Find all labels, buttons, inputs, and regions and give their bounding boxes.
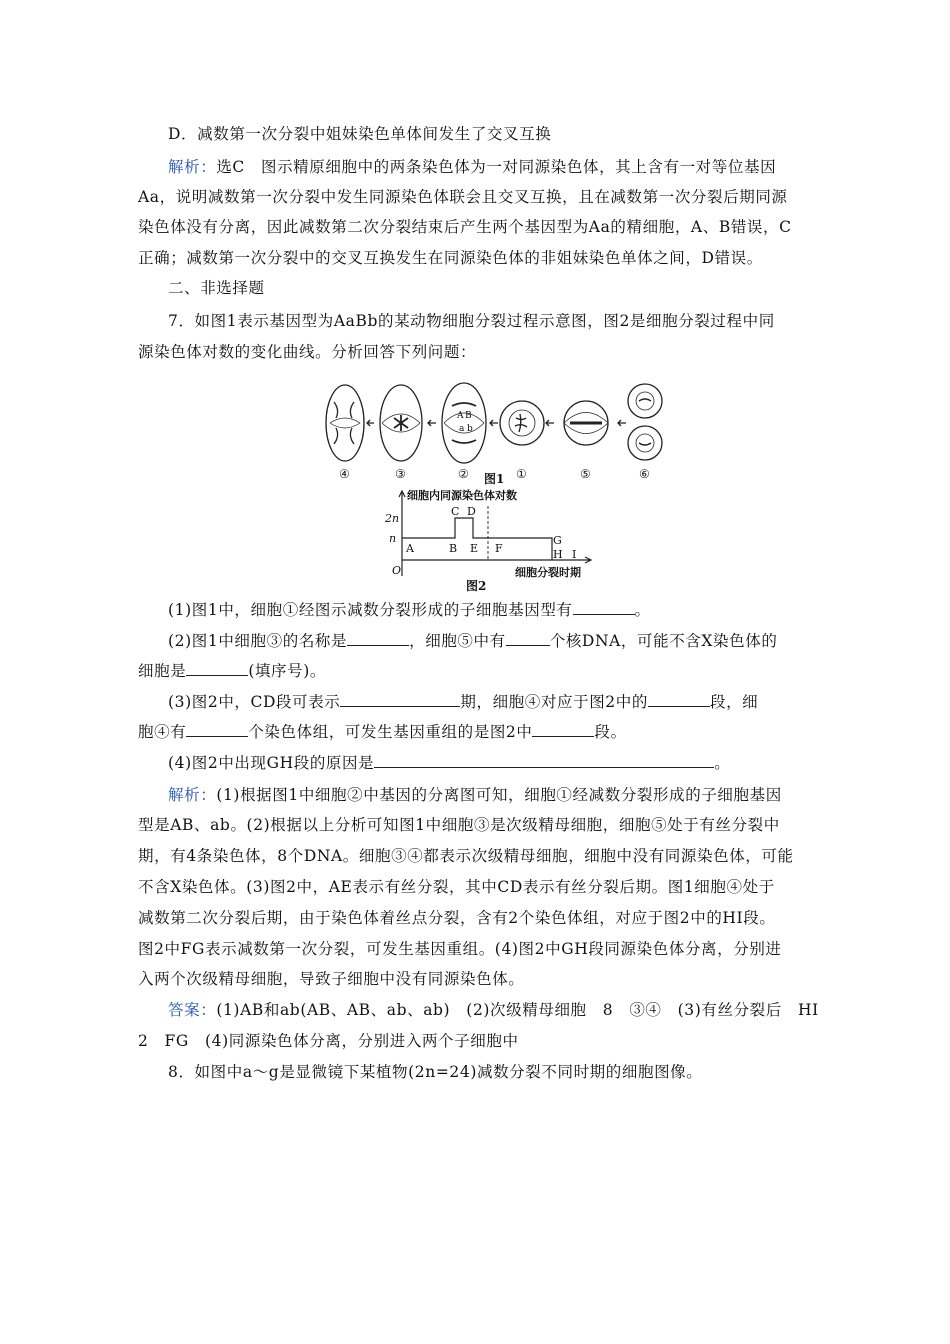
q7-analysis-line-3: 期，有4条染色体，8个DNA。细胞③④都表示次级精母细胞，细胞中没有同源染色体，可能 bbox=[138, 847, 794, 865]
point-c: C bbox=[451, 505, 460, 518]
answer-blank[interactable] bbox=[532, 722, 594, 737]
analysis-label: 解析： bbox=[168, 158, 217, 176]
q7-analysis-line-6: 图2中FG表示减数第一次分裂，可发生基因重组。(4)图2中GH段同源染色体分离，分别进 bbox=[138, 940, 782, 958]
y-tick-2n: 2n bbox=[385, 512, 400, 525]
q7-analysis-line-1: 解析：(1)根据图1中细胞②中基因的分离图可知，细胞①经减数分裂形成的子细胞基因 bbox=[168, 786, 782, 804]
q7-sub3-line-2: 胞④有 个染色体组，可发生基因重组的是图2中 段。 bbox=[138, 723, 627, 741]
answer-blank[interactable] bbox=[573, 600, 635, 615]
q7-answer-line-2: 2 FG (4)同源染色体分离，分别进入两个子细胞中 bbox=[138, 1032, 519, 1050]
point-i: I bbox=[572, 548, 577, 561]
gene-label-b-lower: b bbox=[467, 424, 473, 434]
q7-sub1: (1)图1中，细胞①经图示减数分裂形成的子细胞基因型有 。 bbox=[168, 601, 651, 619]
analysis-label: 解析： bbox=[168, 786, 217, 804]
section-heading: 二、非选择题 bbox=[168, 279, 265, 297]
figure-1 bbox=[324, 380, 664, 484]
q6-analysis-line-1: 解析：选C 图示精原细胞中的两条染色体为一对同源染色体，其上含有一对等位基因 bbox=[168, 158, 777, 176]
figure-2 bbox=[385, 486, 600, 582]
point-a: A bbox=[406, 542, 414, 555]
gene-label-a-lower: a bbox=[459, 424, 465, 434]
q7-stem-line-2: 源染色体对数的变化曲线。分析回答下列问题： bbox=[138, 343, 477, 361]
q7-stem-line-1: 7．如图1表示基因型为AaBb的某动物细胞分裂过程示意图，图2是细胞分裂过程中同 bbox=[168, 312, 775, 330]
option-d: D．减数第一次分裂中姐妹染色单体间发生了交叉互换 bbox=[168, 125, 552, 143]
q6-analysis-line-2: Aa，说明减数第一次分裂中发生同源染色体联会且交叉互换，且在减数第一次分裂后期同源 bbox=[138, 188, 788, 206]
cell-label-3: ③ bbox=[395, 467, 406, 481]
origin-label: O bbox=[392, 564, 402, 577]
cell-label-6: ⑥ bbox=[639, 467, 650, 481]
answer-blank[interactable] bbox=[347, 631, 409, 646]
answer-blank[interactable] bbox=[648, 692, 710, 707]
point-e: E bbox=[470, 542, 479, 555]
answer-blank[interactable] bbox=[186, 661, 248, 676]
gene-label-a-upper: A bbox=[457, 411, 464, 421]
answer-blank[interactable] bbox=[374, 753, 714, 768]
answer-blank[interactable] bbox=[340, 692, 460, 707]
point-h: H bbox=[553, 548, 563, 561]
cell-2-icon bbox=[442, 383, 486, 463]
cell-6-top-icon bbox=[628, 384, 662, 418]
cell-4-icon bbox=[326, 385, 364, 461]
figure-1-caption: 图1 bbox=[484, 472, 505, 486]
figure-2-caption: 图2 bbox=[466, 579, 487, 593]
answer-blank[interactable] bbox=[186, 722, 248, 737]
cell-label-4: ④ bbox=[339, 467, 350, 481]
y-axis-label: 细胞内同源染色体对数 bbox=[407, 489, 517, 502]
q6-analysis-line-3: 染色体没有分离，因此减数第二次分裂结束后产生两个基因型为Aa的精细胞，A、B错误，C bbox=[138, 218, 792, 236]
q7-analysis-line-7: 入两个次级精母细胞，导致子细胞中没有同源染色体。 bbox=[138, 970, 525, 988]
gene-label-b-upper: B bbox=[465, 411, 472, 421]
q8-stem: 8．如图中a～g是显微镜下某植物(2n=24)减数分裂不同时期的细胞图像。 bbox=[168, 1063, 703, 1081]
q7-sub3-line-1: (3)图2中，CD段可表示 期，细胞④对应于图2中的 段，细 bbox=[168, 693, 759, 711]
point-f: F bbox=[495, 542, 503, 555]
cell-label-5: ⑤ bbox=[580, 467, 591, 481]
x-axis-label: 细胞分裂时期 bbox=[515, 566, 581, 579]
point-b: B bbox=[449, 542, 458, 555]
cell-label-2: ② bbox=[458, 467, 469, 481]
q7-analysis-line-2: 型是AB、ab。(2)根据以上分析可知图1中细胞③是次级精母细胞，细胞⑤处于有丝分裂中 bbox=[138, 816, 780, 834]
q7-sub2-line-1: (2)图1中细胞③的名称是 ，细胞⑤中有 个核DNA，可能不含X染色体的 bbox=[168, 632, 778, 650]
y-tick-n: n bbox=[389, 532, 397, 545]
point-g: G bbox=[553, 534, 562, 547]
cell-6-bottom-icon bbox=[628, 426, 662, 460]
q7-answer-line-1: 答案：(1)AB和ab(AB、AB、ab、ab) (2)次级精母细胞 8 ③④ (3)有丝分裂后 HI bbox=[168, 1001, 819, 1019]
q7-sub4: (4)图2中出现GH段的原因是 。 bbox=[168, 754, 731, 772]
q7-analysis-line-5: 减数第二次分裂后期，由于染色体着丝点分裂，含有2个染色体组，对应于图2中的HI段。 bbox=[138, 909, 776, 927]
q7-analysis-line-4: 不含X染色体。(3)图2中，AE表示有丝分裂，其中CD表示有丝分裂后期。图1细胞④处于 bbox=[138, 878, 775, 896]
q6-analysis-line-4: 正确；减数第一次分裂中的交叉互换发生在同源染色体的非姐妹染色单体之间，D错误。 bbox=[138, 249, 763, 267]
cell-label-1: ① bbox=[516, 467, 527, 481]
x-axis bbox=[402, 557, 591, 563]
answer-blank[interactable] bbox=[506, 631, 550, 646]
answer-label: 答案： bbox=[168, 1001, 217, 1019]
point-d: D bbox=[467, 505, 476, 518]
cell-1-icon bbox=[500, 401, 544, 445]
q7-sub2-line-2: 细胞是 (填序号)。 bbox=[138, 662, 327, 680]
